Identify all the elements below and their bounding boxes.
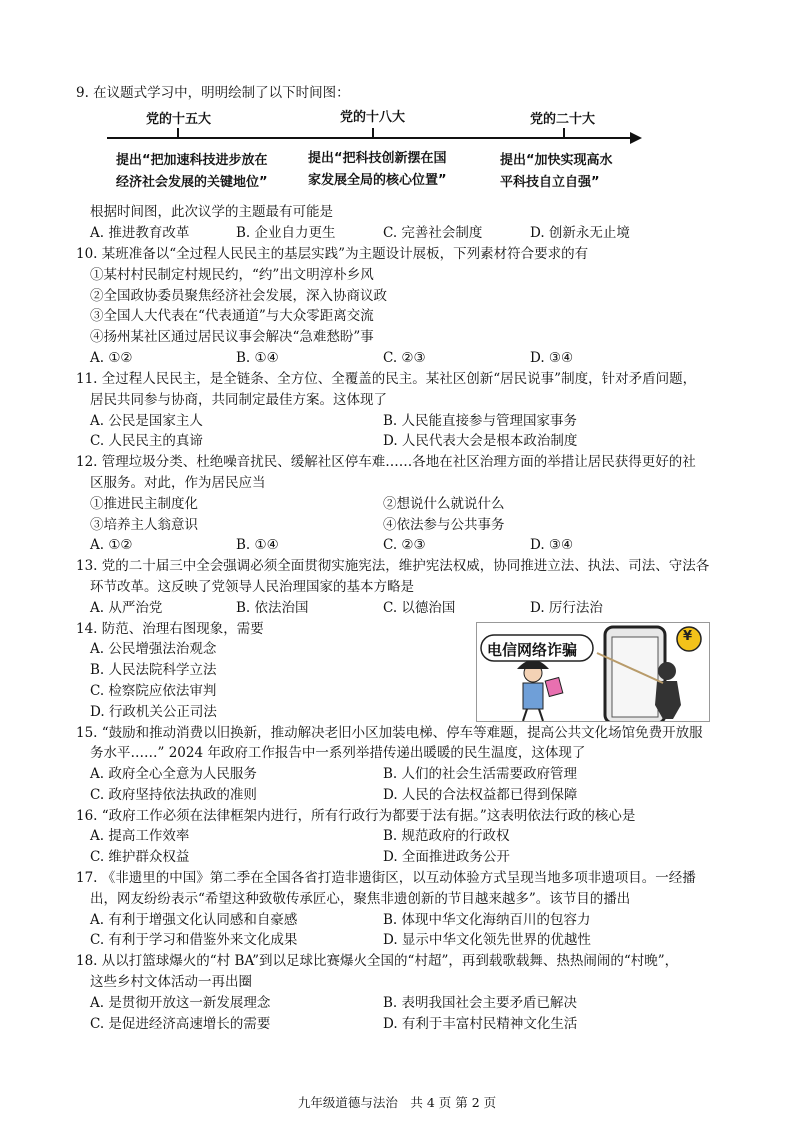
q11-stem: 居民共同参与协商，共同制定最佳方案。这体现了: [90, 392, 387, 408]
option: A. 从严治党: [90, 600, 163, 616]
q10-stem: 10. 某班准备以“全过程人民民主的基层实践”为主题设计展板，下列素材符合要求的有: [76, 246, 589, 262]
option: D. 创新永无止境: [530, 225, 630, 241]
page-footer: 九年级道德与法治 共 4 页 第 2 页: [297, 1095, 497, 1110]
option: C. 以德治国: [383, 600, 456, 616]
q15-stem: 务水平……” 2024 年政府工作报告中一系列举措传递出暖暖的民生温度，这体现了: [90, 745, 586, 761]
timeline-desc: 提出“加快实现高水: [500, 153, 613, 168]
option: B. 体现中华文化海纳百川的包容力: [383, 912, 591, 928]
option: C. 检察院应依法审判: [90, 683, 217, 699]
q17-stem: 17. 《非遗里的中国》第二季在全国各省打造非遗街区，以互动体验方式呈现当地多项非遗项目。一经播: [76, 870, 696, 886]
q11-stem: 11. 全过程人民民主，是全链条、全方位、全覆盖的民主。某社区创新“居民说事”制度，针对矛盾问题，: [76, 371, 697, 387]
option: C. 有利于学习和借鉴外来文化成果: [90, 932, 298, 948]
option: D. 人民的合法权益都已得到保障: [383, 787, 578, 803]
option: B. 企业自力更生: [236, 225, 336, 241]
option: A. 公民是国家主人: [90, 413, 203, 429]
timeline-axis: [107, 137, 632, 139]
option: C. 政府坚持依法执政的准则: [90, 787, 257, 803]
scammer-head-icon: [658, 662, 676, 680]
option: D. ③④: [530, 537, 574, 553]
option: B. 依法治国: [236, 600, 309, 616]
option: C. 人民民主的真谛: [90, 433, 203, 449]
q13-stem: 环节改革。这反映了党领导人民治理国家的基本方略是: [90, 579, 414, 595]
option: D. 显示中华文化领先世界的优越性: [383, 932, 591, 948]
option: A. 有利于增强文化认同感和自豪感: [90, 912, 298, 928]
option: C. 完善社会制度: [383, 225, 483, 241]
option: A. 公民增强法治观念: [90, 641, 217, 657]
q9-follow: 根据时间图，此次议学的主题最有可能是: [90, 204, 333, 220]
option: C. 是促进经济高速增长的需要: [90, 1016, 271, 1032]
option: C. ②③: [383, 537, 426, 553]
q14-stem: 14. 防范、治理右图现象，需要: [76, 621, 264, 637]
q9-stem: 9. 在议题式学习中，明明绘制了以下时间图：: [76, 85, 350, 101]
option: D. 有利于丰富村民精神文化生活: [383, 1016, 578, 1032]
timeline-desc: 平科技自立自强”: [500, 175, 600, 190]
q10-item: ②全国政协委员聚焦经济社会发展，深入协商议政: [90, 288, 387, 304]
q12-item: ④依法参与公共事务: [383, 517, 505, 533]
option: A. 是贯彻开放这一新发展理念: [90, 995, 271, 1011]
fraud-illustration: [477, 623, 709, 721]
option: B. 人民能直接参与管理国家事务: [383, 413, 578, 429]
q18-stem: 18. 从以打篮球爆火的“村 BA”到以足球比赛爆火全国的“村超”，再到载歌载舞、热热闹闹的“村晚”，: [76, 953, 679, 969]
q10-item: ④扬州某社区通过居民议事会解决“急难愁盼”事: [90, 329, 374, 345]
q10-item: ①某村村民制定村规民约，“约”出文明淳朴乡风: [90, 267, 374, 283]
option: C. 维护群众权益: [90, 849, 190, 865]
timeline-arrow-icon: [630, 132, 642, 144]
option: B. 规范政府的行政权: [383, 828, 510, 844]
option: A. ①②: [90, 350, 133, 366]
option: D. ③④: [530, 350, 574, 366]
option: D. 全面推进政务公开: [383, 849, 510, 865]
q16-stem: 16. “政府工作必须在法律框架内进行，所有行政行为都要于法有据。”这表明依法行政的核心是: [76, 808, 636, 824]
timeline-label-20: 党的二十大: [530, 112, 596, 127]
q15-stem: 15. “鼓励和推动消费以旧换新，推动解决老旧小区加装电梯、停车等难题，提高公共文化场馆免费开放服: [76, 725, 703, 741]
timeline-label-15: 党的十五大: [146, 112, 212, 127]
option: C. ②③: [383, 350, 426, 366]
timeline-desc: 提出“把加速科技进步放在: [116, 153, 268, 168]
q12-stem: 12. 管理垃圾分类、杜绝噪音扰民、缓解社区停车难……各地在社区治理方面的举措让居民获得更好的社: [76, 454, 696, 470]
timeline-desc: 家发展全局的核心位置”: [308, 173, 447, 188]
option: B. ①④: [236, 350, 279, 366]
q12-item: ②想说什么就说什么: [383, 496, 505, 512]
q12-stem: 区服务。对此，作为居民应当: [90, 475, 266, 491]
q18-stem: 这些乡村文体活动一再出圈: [90, 974, 252, 990]
option: A. 政府全心全意为人民服务: [90, 766, 257, 782]
yuan-symbol: ¥: [683, 629, 693, 644]
option: D. 行政机关公正司法: [90, 704, 217, 720]
q17-stem: 出，网友纷纷表示“希望这种致敬传承匠心，聚焦非遗创新的节目越来越多”。该节目的播出: [90, 891, 631, 907]
q13-stem: 13. 党的二十届三中全会强调必须全面贯彻实施宪法，维护宪法权威，协同推进立法、执法、司法、守法各: [76, 558, 710, 574]
q10-item: ③全国人大代表在“代表通道”与大众零距离交流: [90, 308, 374, 324]
timeline-desc: 提出“把科技创新摆在国: [308, 151, 447, 166]
option: B. 人们的社会生活需要政府管理: [383, 766, 578, 782]
timeline-desc: 经济社会发展的关键地位”: [116, 175, 268, 190]
timeline-label-18: 党的十八大: [340, 110, 406, 125]
telecom-fraud-cartoon: [476, 622, 710, 722]
q12-item: ①推进民主制度化: [90, 496, 198, 512]
option: D. 厉行法治: [530, 600, 603, 616]
option: B. ①④: [236, 537, 279, 553]
option: A. ①②: [90, 537, 133, 553]
q12-item: ③培养主人翁意识: [90, 517, 198, 533]
fraud-caption: 电信网络诈骗: [487, 641, 578, 659]
option: D. 人民代表大会是根本政治制度: [383, 433, 578, 449]
option: B. 人民法院科学立法: [90, 662, 217, 678]
option: A. 提高工作效率: [90, 828, 190, 844]
option: A. 推进教育改革: [90, 225, 190, 241]
option: B. 表明我国社会主要矛盾已解决: [383, 995, 578, 1011]
